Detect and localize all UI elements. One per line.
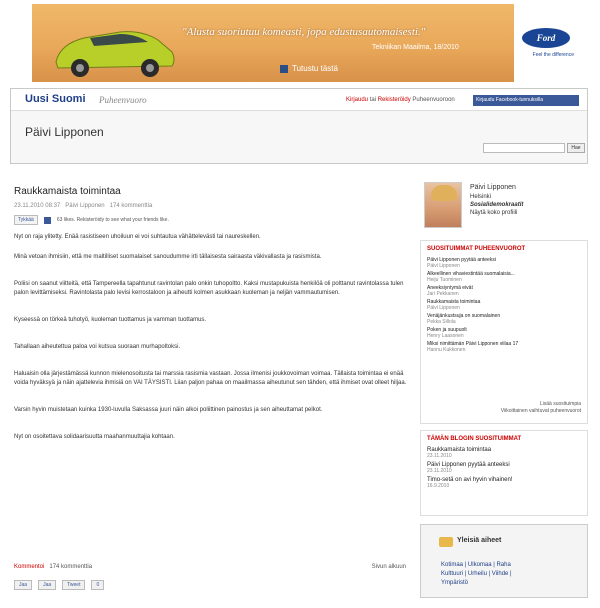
list-item-author: Pekka Sillola — [427, 319, 456, 325]
list-item[interactable] — [427, 271, 581, 283]
article-title[interactable]: Raukkamaista toimintaa — [14, 186, 121, 197]
facebook-login-button[interactable]: Kirjaudu Facebook-tunnuksilla — [473, 95, 579, 106]
register-suffix: Puheenvuoroon — [412, 97, 455, 103]
site-header — [10, 88, 588, 164]
footer-comment-count[interactable]: 174 kommenttia — [49, 564, 93, 570]
header-topbar — [11, 89, 587, 111]
list-item-title[interactable]: Poken ja suupuolt — [427, 327, 467, 333]
topics-line[interactable]: Kulttuuri | Urheilu | Viihde | — [441, 571, 512, 577]
sidebar — [418, 182, 590, 586]
list-item-title[interactable]: Miksi nimittämän Päivi Lipponen viilaa 17 — [427, 341, 519, 347]
topics-box — [420, 524, 588, 598]
topics-title: Yleisiä aiheet — [457, 537, 502, 544]
login-link[interactable]: Kirjaudu — [346, 97, 369, 103]
more-popular-link[interactable]: Lisää suosituimpia — [539, 401, 581, 407]
comment-link[interactable]: Kommentoi — [14, 564, 45, 570]
list-item-title[interactable]: Raukkamaista toimintaa — [427, 299, 481, 305]
list-item[interactable] — [427, 299, 581, 311]
back-to-top-link[interactable]: Sivun alkuun — [371, 564, 406, 570]
profile-name[interactable]: Päivi Lipponen — [470, 184, 516, 191]
list-item-title[interactable]: Venäjänkustsuja on suomalainen — [427, 313, 501, 319]
ford-logo: Ford — [522, 28, 570, 48]
list-item-title[interactable]: Raukkamaista toimintaa — [427, 447, 492, 453]
article-date: 23.11.2010 08:37 — [14, 203, 61, 209]
article-paragraph: Kyseessä on törkeä tuhotyö, kuoleman tuottamus ja vamman tuottamus. — [14, 317, 207, 323]
search-button[interactable]: Hae — [567, 143, 585, 153]
avatar[interactable] — [424, 182, 462, 228]
facebook-icon — [44, 217, 51, 224]
article-paragraph: Minä vetoan ihmisiin, että me maltilliset suomalaiset sanoudumme irti tällaisesta sairaasta väkivallasta ja rasismista. — [14, 254, 322, 260]
blog-popular — [420, 430, 588, 516]
like-button[interactable]: Tykkää — [14, 215, 38, 225]
share-buttons — [14, 580, 104, 590]
car-image — [50, 18, 178, 80]
list-item[interactable] — [427, 257, 581, 269]
article-paragraph: Haluaisin olla järjestämässä kunnon mielenosoitusta tai marssia rasismia vastaan. Jossa ilmenisi joukkovoiman voimaa. Tällaista toimintaa ei enää voida hyväksyä ja näin ajattelevia ihmisiä on VAI TÄYSISTI. Liian paljon pahaa on maailmassa aiheutunut sen tähden, että ihmiset ovat olleet hiljaa. — [14, 371, 407, 386]
list-item-date: 16.9.2010 — [427, 483, 450, 489]
list-item-author: Päivi Lipponen — [427, 305, 460, 311]
list-item-title[interactable]: Päivi Lipponen pyytää anteeksi — [427, 462, 510, 468]
topics-line[interactable]: Ympäristö — [441, 580, 469, 586]
blog-popular-title: TÄMÄN BLOGIN SUOSITUIMMAT — [427, 436, 522, 442]
share-button[interactable]: Jaa — [38, 580, 56, 590]
ad-quote: "Alusta suoriutuu komeasti, jopa edustusautomaisesti." — [182, 26, 426, 38]
ad-brand-box — [514, 4, 580, 82]
share-button[interactable]: Jaa — [14, 580, 32, 590]
list-item[interactable] — [427, 341, 581, 353]
article-paragraph: Nyt on osoitettava solidaarisuutta maahanmuuttajia kohtaan. — [14, 434, 175, 440]
list-item-title[interactable]: Timo-setä on avi hyvin vihainen! — [427, 477, 513, 483]
article — [14, 186, 409, 453]
list-item-date: 23.11.2010 — [427, 453, 452, 459]
article-paragraph: Nyt on raja ylitetty. Enää rasistiseen uhoiluun ei voi suhtautua vähättelevästi tai naureskellen. — [14, 234, 261, 240]
article-paragraph: Varsin hyvin muistetaan kuinka 1930-luvulla Saksassa juuri näin alkoi poliittinen painostus ja sen aiheuttamat pelkot. — [14, 407, 323, 413]
list-item-author: Jari Pekkanen — [427, 291, 459, 297]
popular-posts — [420, 240, 588, 424]
list-item-author: Hannu Kukkonen — [427, 347, 466, 353]
ad-cta[interactable] — [280, 64, 338, 73]
weekly-link[interactable]: Viikoittainen vaihtuvat puheenvuorot — [500, 408, 581, 414]
ad-tagline: Feel the difference — [532, 52, 574, 58]
search-input[interactable] — [483, 143, 565, 153]
site-logo-sub[interactable]: Puheenvuoro — [99, 95, 147, 105]
login-sep: tai — [369, 97, 377, 103]
tweet-button[interactable]: Tweet — [62, 580, 85, 590]
ad-source: Tekniikan Maailma, 18/2010 — [372, 44, 459, 51]
profile-city: Helsinki — [470, 194, 492, 200]
avatar-hair — [431, 185, 457, 201]
list-item-title[interactable]: Aneeksiyntymä eivät — [427, 285, 473, 291]
tweet-count: 0 — [91, 580, 104, 590]
list-item[interactable] — [427, 313, 581, 325]
login-links — [346, 97, 455, 103]
profile-party: Sosialidemokraatit — [470, 202, 524, 208]
article-paragraph: Tahallaan aiheutettua paloa voi kutsua suoraan murhapoltoksi. — [14, 344, 181, 350]
popular-more — [501, 401, 581, 415]
list-item-author: Päivi Lipponen — [427, 263, 460, 269]
list-item-title[interactable]: Päivi Lipponen pyytää anteeksi — [427, 257, 496, 263]
profile-link[interactable]: Näytä koko profiili — [470, 210, 518, 216]
like-bar — [14, 215, 409, 225]
article-paragraph: Poliisi on saanut viitteitä, että Tampereella tapahtunut ravintolan palo onkin tuhopoltto. Kaksi mustapukuista henkilöä oli polttanut ravintolassa tulen palon levittämiseksi. Ravintolasta palo levisi kerrostaloon ja aiheutti kolmen asukkaan kuoleman ja neljän vammautumisen. — [14, 281, 404, 296]
arrow-icon — [280, 65, 288, 73]
article-meta — [14, 203, 409, 209]
folder-icon — [439, 537, 453, 547]
article-comment-count[interactable]: 174 kommenttia — [109, 203, 153, 209]
topics-list — [441, 561, 551, 588]
blog-title[interactable]: Päivi Lipponen — [25, 125, 104, 139]
popular-title: SUOSITUIMMAT PUHEENVUOROT — [427, 246, 526, 252]
list-item-author: Henry Laasonen — [427, 333, 464, 339]
likes-text: 63 likes. Rekisteröidy to see what your friends like. — [56, 217, 169, 223]
site-logo[interactable]: Uusi Suomi — [25, 93, 86, 105]
list-item-author: Heiju Tuominen — [427, 277, 462, 283]
article-author[interactable]: Päivi Lipponen — [65, 203, 105, 209]
list-item-title[interactable]: Alkeellinen vihaviestintää suomalaisia... — [427, 271, 515, 277]
list-item[interactable] — [427, 285, 581, 297]
topics-line[interactable]: Kotimaa | Ulkomaa | Raha — [441, 562, 511, 568]
article-footer — [14, 564, 406, 570]
register-link[interactable]: Rekisteröidy — [377, 97, 411, 103]
ad-banner[interactable] — [32, 4, 580, 82]
list-item-date: 23.11.2010 — [427, 468, 452, 474]
ad-cta-label: Tutustu tästä — [292, 64, 338, 73]
list-item[interactable] — [427, 327, 581, 339]
author-profile — [418, 182, 590, 232]
